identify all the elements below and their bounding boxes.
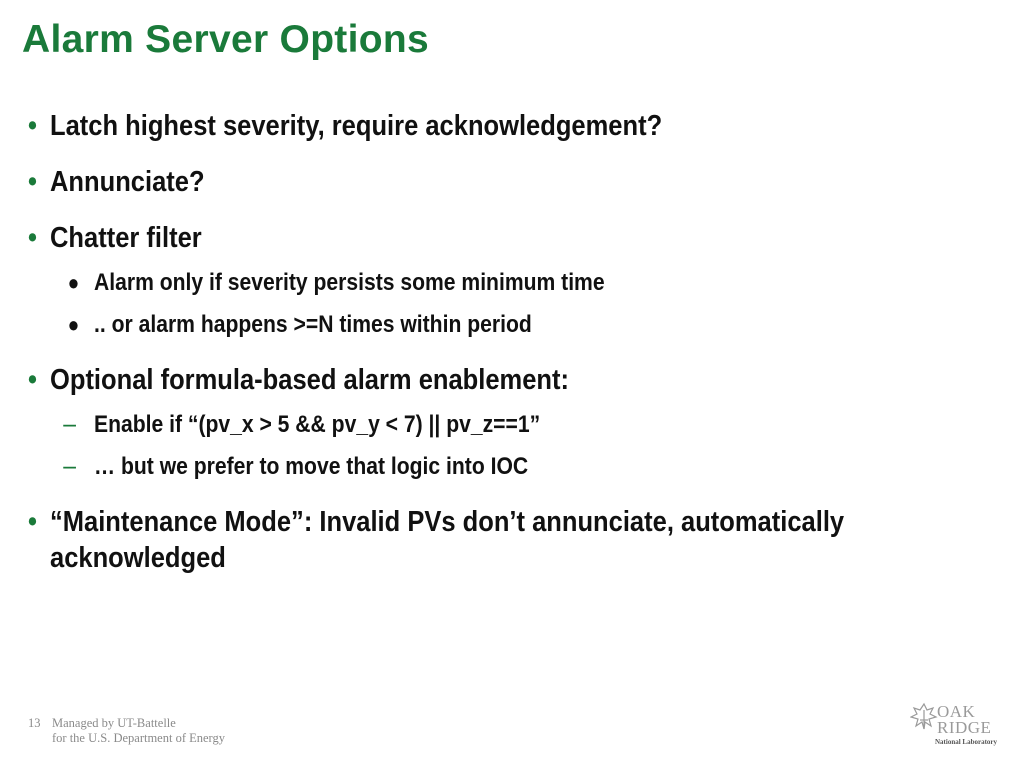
leaf-emblem-icon (911, 704, 936, 729)
sub-bullet-dash-icon: – (63, 450, 76, 480)
oak-ridge-logo (910, 698, 1002, 748)
logo-word-ridge: RIDGE (937, 718, 992, 737)
slide-title: Alarm Server Options (22, 18, 429, 61)
bullet-text: Annunciate? (50, 166, 205, 198)
footer-line-1: Managed by UT-Battelle (52, 716, 176, 730)
bullet-text: Optional formula-based alarm enablement: (50, 364, 570, 396)
bullet-item (28, 164, 965, 200)
sub-bullet-item (28, 268, 873, 298)
bullet-item (28, 220, 965, 256)
bullet-icon: • (28, 364, 37, 396)
bullet-icon: • (28, 222, 37, 254)
sub-bullet-text: Alarm only if severity persists some minimum time (94, 269, 605, 296)
sub-bullet-dot-icon: ● (67, 312, 80, 337)
bullet-list (28, 108, 873, 596)
sub-bullet-item (28, 452, 873, 482)
bullet-item (28, 108, 965, 144)
bullet-icon: • (28, 166, 37, 198)
bullet-item (28, 362, 965, 398)
footer-line-2: for the U.S. Department of Energy (52, 731, 225, 745)
sub-bullet-dot-icon: ● (67, 270, 80, 295)
bullet-text: Chatter filter (50, 222, 202, 254)
bullet-icon: • (28, 110, 37, 142)
logo-word-oak: OAK (937, 702, 976, 721)
sub-bullet-item (28, 310, 873, 340)
bullet-item (28, 504, 965, 576)
bullet-text: “Maintenance Mode”: Invalid PVs don’t annunciate, automatically acknowledged (50, 506, 845, 574)
bullet-text: Latch highest severity, require acknowledgement? (50, 110, 663, 142)
logo-subtitle: National Laboratory (935, 738, 998, 746)
sub-bullet-text: Enable if “(pv_x > 5 && pv_y < 7) || pv_z==1” (94, 411, 541, 438)
sub-bullet-item (28, 410, 873, 440)
page-number: 13 (28, 716, 41, 730)
sub-bullet-text: … but we prefer to move that logic into IOC (94, 453, 529, 480)
footer (28, 716, 225, 746)
sub-bullet-text: .. or alarm happens >=N times within period (94, 311, 532, 338)
bullet-icon: • (28, 506, 37, 538)
sub-bullet-dash-icon: – (63, 408, 76, 438)
